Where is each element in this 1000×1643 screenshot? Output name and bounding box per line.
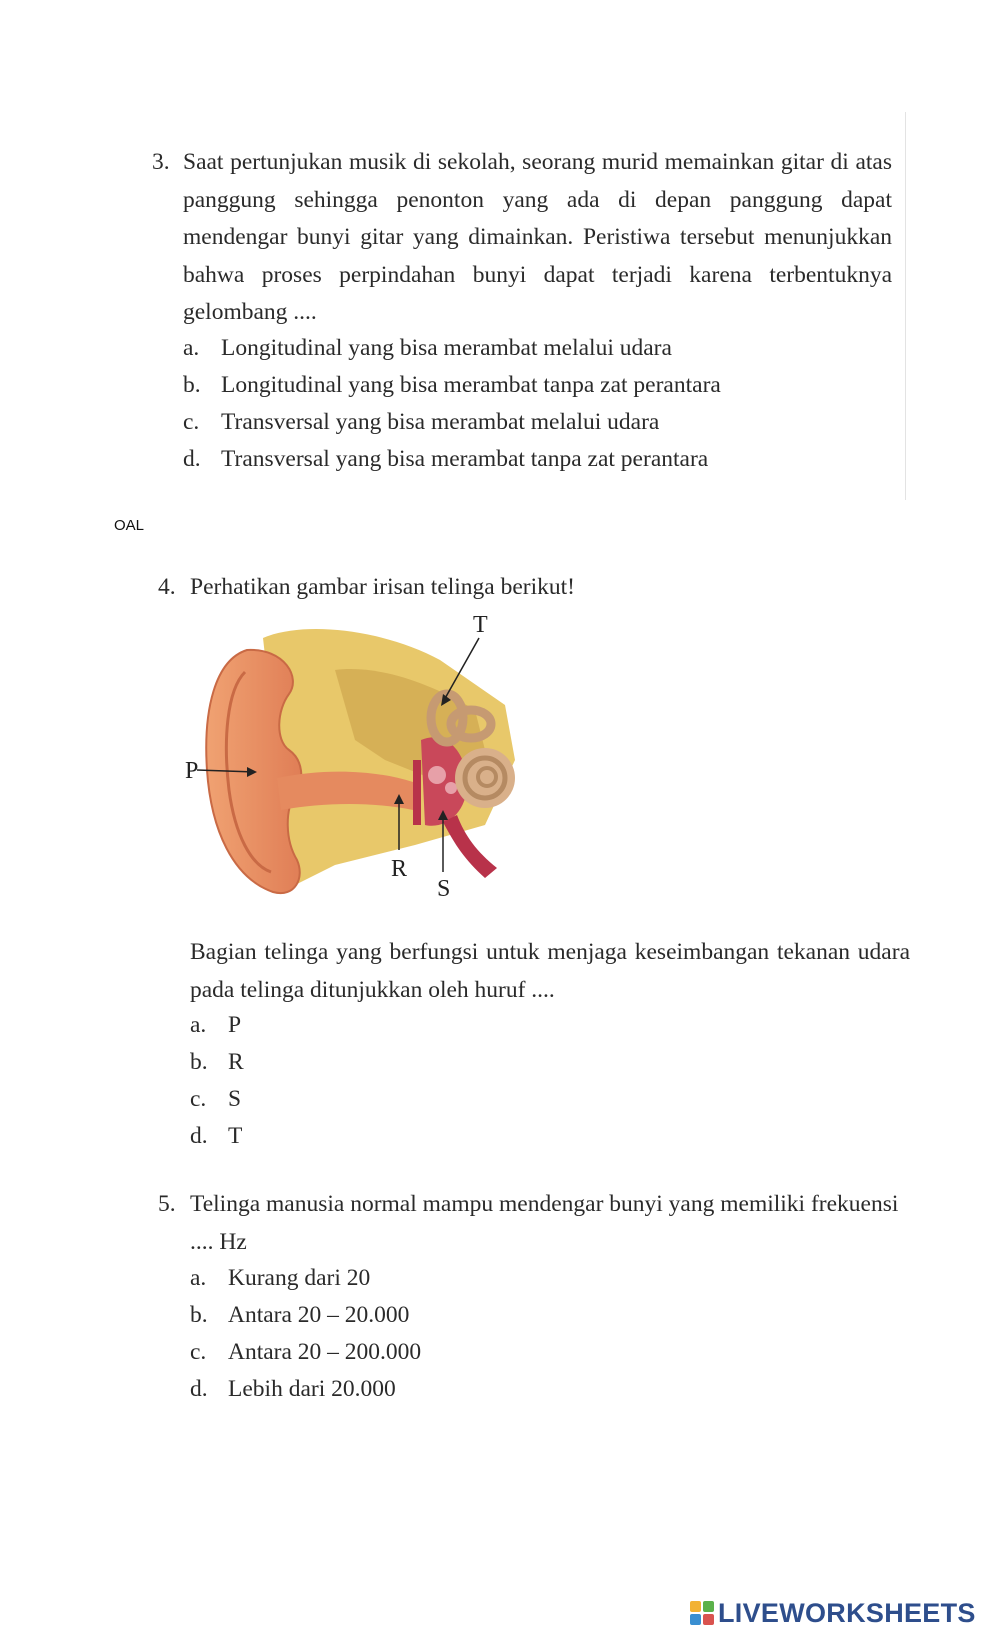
option-letter: a.	[190, 1265, 207, 1291]
answer-option-a[interactable]	[190, 1260, 910, 1297]
option-letter: d.	[190, 1123, 208, 1149]
label-t: T	[473, 612, 488, 638]
answer-option-d[interactable]	[183, 441, 892, 478]
label-s: S	[437, 876, 451, 902]
option-letter: d.	[183, 445, 201, 472]
brand-name: LIVEWORKSHEETS	[718, 1597, 976, 1628]
answer-option-a[interactable]	[183, 330, 892, 367]
eardrum	[413, 760, 421, 825]
question-stem: Saat pertunjukan musik di sekolah, seorang murid memainkan gitar di atas panggung sehingga penonton yang ada di depan panggung dapat mendengar bunyi gitar yang dimainkan. Peristiwa tersebut menunjukkan bahwa proses perpindahan bunyi dapat terjadi karena terbentuknya gelombang ....	[183, 149, 892, 325]
answer-option-d[interactable]	[190, 1371, 910, 1408]
answer-options	[190, 1260, 910, 1408]
answer-options	[183, 330, 892, 478]
option-letter: c.	[190, 1086, 207, 1112]
option-text: R	[228, 1049, 244, 1075]
option-text: Longitudinal yang bisa merambat melalui udara	[221, 334, 672, 361]
question-4	[158, 569, 910, 1149]
option-text: Longitudinal yang bisa merambat tanpa zat perantara	[221, 371, 721, 398]
page-divider-line	[905, 112, 906, 500]
option-letter: d.	[190, 1376, 208, 1402]
question-number: 3.	[152, 149, 170, 175]
option-letter: a.	[190, 1012, 207, 1038]
section-label: OAL	[114, 517, 145, 534]
option-letter: c.	[183, 408, 200, 435]
option-text: Lebih dari 20.000	[228, 1376, 396, 1402]
option-text: Transversal yang bisa merambat melalui udara	[221, 408, 660, 435]
option-text: S	[228, 1086, 242, 1112]
question-title: Perhatikan gambar irisan telinga berikut!	[190, 574, 576, 600]
option-text: Transversal yang bisa merambat tanpa zat perantara	[221, 445, 709, 472]
option-letter: b.	[190, 1302, 208, 1328]
label-r: R	[391, 856, 408, 882]
logo-grid-icon	[690, 1601, 714, 1625]
ossicle	[428, 766, 446, 784]
question-number: 5.	[158, 1191, 176, 1217]
question-3	[152, 144, 892, 478]
option-text: Antara 20 – 200.000	[228, 1339, 422, 1365]
label-p: P	[185, 758, 199, 784]
option-text: Kurang dari 20	[228, 1265, 371, 1291]
ear-cross-section-figure	[185, 610, 550, 910]
answer-option-b[interactable]	[190, 1297, 910, 1334]
option-text: T	[228, 1123, 243, 1149]
question-stem: Bagian telinga yang berfungsi untuk menjaga keseimbangan tekanan udara pada telinga ditunjukkan oleh huruf ....	[190, 939, 910, 1003]
option-letter: b.	[190, 1049, 208, 1075]
answer-option-b[interactable]	[183, 367, 892, 404]
question-number: 4.	[158, 574, 176, 600]
question-stem: Telinga manusia normal mampu mendengar bunyi yang memiliki frekuensi .... Hz	[190, 1191, 899, 1255]
liveworksheets-logo[interactable]	[690, 1598, 976, 1628]
option-text: Antara 20 – 20.000	[228, 1302, 410, 1328]
ossicle	[445, 782, 457, 794]
option-text: P	[228, 1012, 242, 1038]
question-5	[158, 1186, 910, 1408]
answer-option-c[interactable]	[183, 404, 892, 441]
option-letter: a.	[183, 334, 200, 361]
option-letter: b.	[183, 371, 201, 398]
option-letter: c.	[190, 1339, 207, 1365]
answer-option-c[interactable]	[190, 1334, 910, 1371]
